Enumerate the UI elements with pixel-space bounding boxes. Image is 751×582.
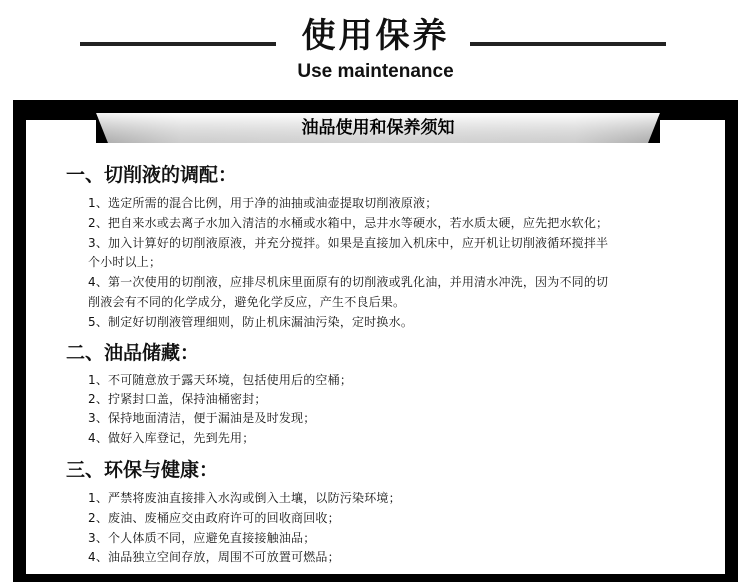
- list-item: 4、第一次使用的切削液，应排尽机床里面原有的切削液或乳化油，并用清水冲洗，因为不同的切: [88, 275, 609, 289]
- list-item: 1、选定所需的混合比例，用于净的油抽或油壶提取切削液原液；: [88, 196, 438, 210]
- section-heading-mixing: 一、切削液的调配：: [66, 164, 238, 186]
- list-item: 3、加入计算好的切削液原液，并充分搅拌。如果是直接加入机床中，应开机让切削液循环搅拌半: [88, 236, 609, 250]
- list-item: 2、废油、废桶应交由政府许可的回收商回收；: [88, 511, 340, 525]
- list-item: 2、把自来水或去离子水加入清洁的水桶或水箱中，忌井水等硬水，若水质太硬，应先把水软化；: [88, 216, 609, 230]
- list-item: 4、做好入库登记，先到先用；: [88, 431, 255, 445]
- section-heading-environment: 三、环保与健康：: [66, 459, 219, 481]
- page-title: 使用保养: [301, 16, 450, 56]
- list-item: 1、不可随意放于露天环境，包括使用后的空桶；: [88, 373, 353, 387]
- page-subtitle: Use maintenance: [297, 61, 454, 82]
- list-item: 3、个人体质不同，应避免直接接触油品；: [88, 531, 316, 545]
- list-item: 削液会有不同的化学成分，避免化学反应，产生不良后果。: [88, 295, 406, 309]
- list-item: 4、油品独立空间存放，周围不可放置可燃品；: [88, 550, 340, 564]
- list-item: 5、制定好切削液管理细则，防止机床漏油污染，定时换水。: [88, 315, 414, 329]
- banner-title: 油品使用和保养须知: [301, 118, 455, 138]
- list-item: 3、保持地面清洁，便于漏油是及时发现；: [88, 411, 316, 425]
- title-rule-right: [470, 42, 666, 46]
- section-heading-storage: 二、油品储藏：: [66, 342, 200, 364]
- list-item: 2、拧紧封口盖，保持油桶密封；: [88, 392, 267, 406]
- list-item: 个小时以上；: [88, 255, 162, 269]
- list-item: 1、严禁将废油直接排入水沟或倒入土壤，以防污染环境；: [88, 491, 401, 505]
